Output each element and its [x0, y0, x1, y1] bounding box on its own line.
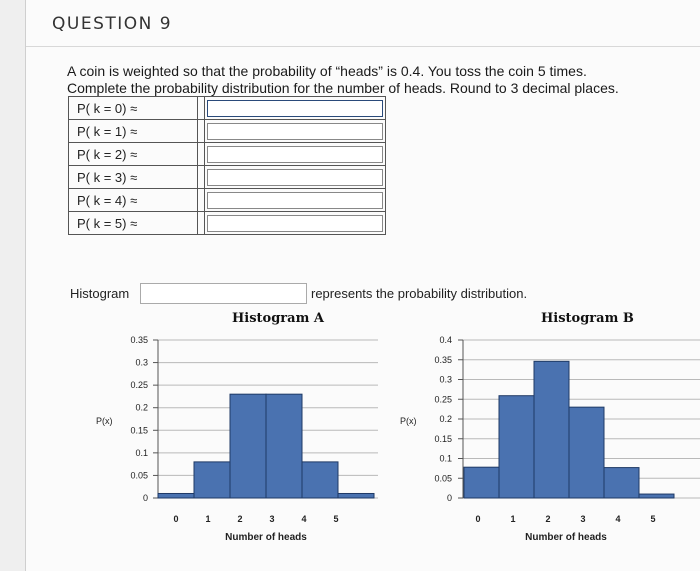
- histogram-suffix: represents the probability distribution.: [311, 286, 528, 301]
- x-tick-label: 0: [173, 514, 179, 524]
- histogram-bar: [534, 361, 569, 498]
- row-label: P( k = 4) ≈: [69, 189, 198, 212]
- y-tick-label: 0.4: [439, 335, 452, 345]
- y-tick-label: 0: [142, 493, 148, 503]
- y-tick-label: 0.3: [135, 357, 148, 368]
- y-tick-label: 0.2: [135, 402, 148, 413]
- question-text-line1: A coin is weighted so that the probability of “heads” is 0.4. You toss the coin 5 times.: [67, 63, 587, 79]
- y-tick-label: 0.1: [439, 453, 452, 464]
- histogram-bar: [266, 394, 302, 498]
- row-label: P( k = 3) ≈: [69, 166, 198, 189]
- x-tick-label: 5: [333, 514, 339, 524]
- histogram-bar: [230, 394, 266, 498]
- x-tick-label: 1: [510, 514, 516, 524]
- chart-title: Histogram A: [232, 311, 324, 326]
- y-tick-label: 0.3: [439, 374, 452, 385]
- histogram-bar: [158, 493, 194, 498]
- histogram-prefix: Histogram: [70, 286, 130, 301]
- y-tick-label: 0.15: [130, 425, 148, 436]
- histogram-bar: [302, 462, 338, 498]
- histogram-bar: [604, 468, 639, 498]
- histogram-bar: [569, 407, 604, 498]
- y-tick-label: 0.25: [130, 380, 148, 391]
- y-tick-label: 0.05: [434, 473, 452, 484]
- row-label: P( k = 5) ≈: [69, 212, 198, 235]
- x-tick-label: 2: [545, 514, 551, 524]
- x-axis-label: Number of heads: [525, 532, 607, 543]
- x-tick-label: 1: [205, 514, 211, 524]
- row-label: P( k = 2) ≈: [69, 143, 198, 166]
- x-tick-label: 0: [475, 514, 481, 524]
- row-label: P( k = 1) ≈: [69, 120, 198, 143]
- y-tick-label: 0.35: [130, 335, 148, 345]
- x-tick-label: 2: [237, 514, 243, 524]
- histogram-bar: [464, 467, 499, 498]
- y-tick-label: 0.05: [130, 470, 148, 481]
- x-tick-label: 4: [301, 514, 307, 524]
- y-tick-label: 0: [446, 493, 452, 503]
- x-tick-label: 5: [650, 514, 656, 524]
- histogram-bar: [639, 494, 674, 498]
- y-tick-label: 0.35: [434, 354, 452, 365]
- y-tick-label: 0.15: [434, 433, 452, 444]
- histogram-bar: [194, 462, 230, 498]
- row-label: P( k = 0) ≈: [69, 97, 198, 120]
- y-axis-label: P(x): [400, 416, 417, 426]
- y-tick-label: 0.1: [135, 447, 148, 458]
- x-tick-label: 3: [580, 514, 586, 524]
- question-title: QUESTION 9: [52, 14, 173, 34]
- x-tick-label: 3: [269, 514, 275, 524]
- y-axis-label: P(x): [96, 416, 113, 426]
- histogram-bar: [338, 493, 374, 498]
- x-axis-label: Number of heads: [225, 532, 307, 543]
- y-tick-label: 0.2: [439, 414, 452, 424]
- y-tick-label: 0.25: [434, 394, 452, 405]
- histogram-bar: [499, 396, 534, 498]
- question-text-line2: Complete the probability distribution for the number of heads. Round to 3 decimal places.: [67, 80, 619, 96]
- chart-title: Histogram B: [541, 311, 634, 326]
- x-tick-label: 4: [615, 514, 621, 524]
